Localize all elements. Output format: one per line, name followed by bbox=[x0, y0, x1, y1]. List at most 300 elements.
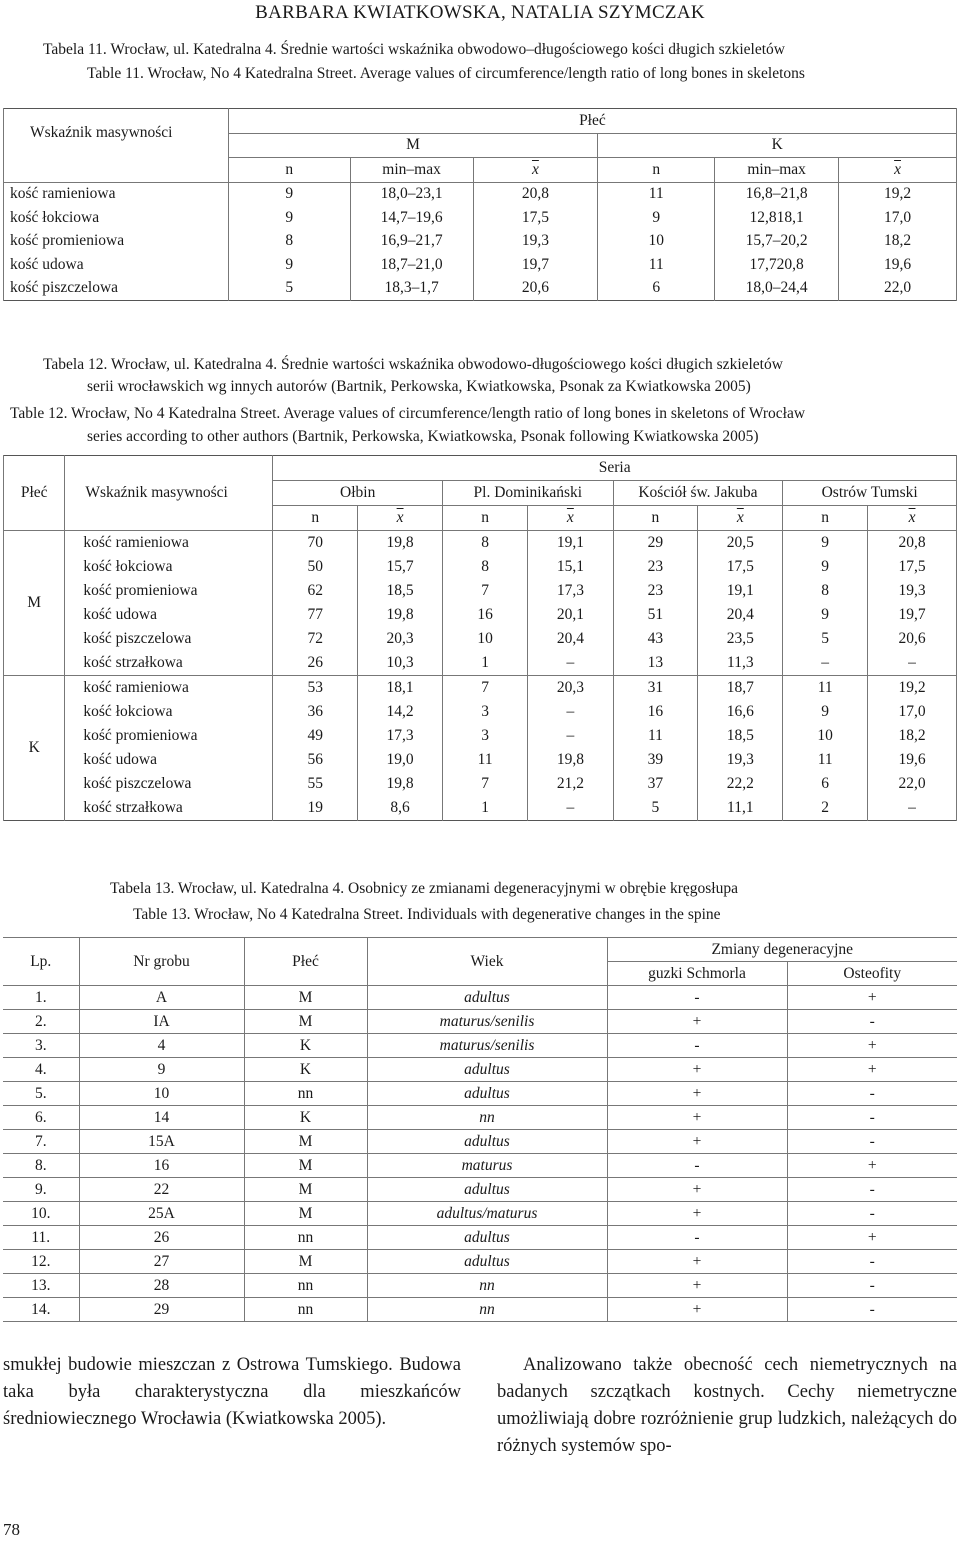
table-row bbox=[4, 748, 957, 772]
table-cell: K bbox=[244, 1034, 367, 1058]
table-cell: 28 bbox=[79, 1274, 244, 1298]
table-cell: - bbox=[787, 1250, 957, 1274]
table-cell: 2 bbox=[783, 796, 868, 821]
table-cell: nn bbox=[367, 1106, 607, 1130]
table-cell: 17,5 bbox=[698, 555, 783, 579]
table-cell: nn bbox=[244, 1226, 367, 1250]
table-cell: 1 bbox=[443, 796, 528, 821]
table-cell: - bbox=[787, 1082, 957, 1106]
table-cell: M bbox=[244, 1178, 367, 1202]
table-cell: 10. bbox=[3, 1202, 79, 1226]
table-cell: 18,5 bbox=[698, 724, 783, 748]
row-label: kość strzałkowa bbox=[65, 651, 273, 676]
table-cell: + bbox=[607, 1082, 787, 1106]
table-cell: 19,3 bbox=[473, 230, 598, 254]
row-label: kość ramieniowa bbox=[65, 676, 273, 701]
table-cell: 3. bbox=[3, 1034, 79, 1058]
table-cell: 20,3 bbox=[528, 676, 613, 701]
table-cell: 11 bbox=[783, 748, 868, 772]
table-cell: 11 bbox=[598, 182, 715, 206]
table-row bbox=[4, 531, 957, 556]
table-cell: 5 bbox=[783, 627, 868, 651]
table-cell: 20,8 bbox=[868, 531, 957, 556]
table-cell: + bbox=[607, 1250, 787, 1274]
table-cell: 17,3 bbox=[528, 579, 613, 603]
row-label: kość łokciowa bbox=[4, 206, 229, 230]
t11-header-n-m: n bbox=[228, 158, 350, 183]
table-cell: – bbox=[528, 796, 613, 821]
t12-h-x: $\overline{x}$ bbox=[698, 506, 783, 531]
table-cell: 16 bbox=[79, 1154, 244, 1178]
table-row bbox=[4, 796, 957, 821]
row-label: kość promieniowa bbox=[65, 579, 273, 603]
table-cell: + bbox=[787, 1058, 957, 1082]
table-row bbox=[4, 182, 957, 206]
table-row bbox=[4, 724, 957, 748]
table-cell: 7 bbox=[443, 676, 528, 701]
table-cell: M bbox=[244, 1010, 367, 1034]
table-cell: 15,1 bbox=[528, 555, 613, 579]
table-row bbox=[4, 230, 957, 254]
table-cell: 17,3 bbox=[358, 724, 443, 748]
table-cell: 9 bbox=[598, 206, 715, 230]
t11-header-x-k: $\overline{x}$ bbox=[839, 158, 957, 183]
table-cell: 15,7–20,2 bbox=[715, 230, 839, 254]
table-row bbox=[3, 1226, 957, 1250]
table-row bbox=[3, 1058, 957, 1082]
table-row bbox=[4, 253, 957, 277]
table-cell: – bbox=[528, 700, 613, 724]
table-cell: 8. bbox=[3, 1154, 79, 1178]
t12-header-pl: Pl. Dominikański bbox=[443, 481, 613, 506]
table-cell: 23 bbox=[613, 579, 698, 603]
table-row bbox=[4, 579, 957, 603]
table-row bbox=[4, 651, 957, 676]
table-cell: 19,1 bbox=[528, 531, 613, 556]
row-label: kość piszczelowa bbox=[65, 772, 273, 796]
table-cell: 9 bbox=[228, 206, 350, 230]
table-cell: 8 bbox=[443, 531, 528, 556]
table-cell: + bbox=[787, 1226, 957, 1250]
table-cell: 22,0 bbox=[868, 772, 957, 796]
table-cell: IA bbox=[79, 1010, 244, 1034]
t11-header-empty bbox=[4, 158, 229, 183]
table-cell: – bbox=[528, 651, 613, 676]
table-cell: + bbox=[787, 1154, 957, 1178]
table-cell: 19,3 bbox=[698, 748, 783, 772]
body-text-left: smukłej budowie mieszczan z Ostrowa Tumskiego. Budowa taka była charakterystyczna dla mieszkańców średniowiecznego Wrocławia (Kwiatkowska 2005). bbox=[3, 1355, 461, 1429]
table-cell: 17,720,8 bbox=[715, 253, 839, 277]
table-cell: 9 bbox=[783, 555, 868, 579]
table-cell: 9 bbox=[228, 253, 350, 277]
table-cell: 9. bbox=[3, 1178, 79, 1202]
table-cell: adultus bbox=[367, 1058, 607, 1082]
t12-header-series: Seria bbox=[273, 456, 957, 481]
table-cell: 8 bbox=[443, 555, 528, 579]
table-cell: 16,6 bbox=[698, 700, 783, 724]
row-label: kość ramieniowa bbox=[4, 182, 229, 206]
table-cell: - bbox=[787, 1202, 957, 1226]
table-cell: 11 bbox=[783, 676, 868, 701]
row-label: kość udowa bbox=[4, 253, 229, 277]
table-cell: 19,3 bbox=[868, 579, 957, 603]
table-cell: 16 bbox=[613, 700, 698, 724]
table-cell: 14 bbox=[79, 1106, 244, 1130]
table-cell: nn bbox=[367, 1298, 607, 1322]
table-cell: 9 bbox=[783, 603, 868, 627]
table-cell: 31 bbox=[613, 676, 698, 701]
table-cell: + bbox=[607, 1010, 787, 1034]
table-cell: 19,8 bbox=[358, 603, 443, 627]
table-cell: 6 bbox=[598, 277, 715, 301]
table-cell: 9 bbox=[783, 700, 868, 724]
table-13 bbox=[3, 937, 957, 1322]
table-row bbox=[3, 1154, 957, 1178]
body-text-right: Analizowano także obecność cech niemetrycznych na badanych szczątkach kostnych. Cechy niemetryczne umożliwiają dobre rozróżnienie grup ludzkich, należących do różnych systemów spo- bbox=[497, 1355, 957, 1456]
table-cell: 37 bbox=[613, 772, 698, 796]
table-cell: 15A bbox=[79, 1130, 244, 1154]
table-cell: 9 bbox=[228, 182, 350, 206]
table-cell: 18,2 bbox=[839, 230, 957, 254]
table-cell: 23 bbox=[613, 555, 698, 579]
table-cell: 29 bbox=[79, 1298, 244, 1322]
table-cell: 49 bbox=[273, 724, 358, 748]
table-cell: M bbox=[244, 1130, 367, 1154]
t13-header-age: Wiek bbox=[367, 938, 607, 986]
t13-header-lp: Lp. bbox=[3, 938, 79, 986]
table-row bbox=[3, 1250, 957, 1274]
table-cell: nn bbox=[244, 1082, 367, 1106]
table-cell: 19,8 bbox=[358, 531, 443, 556]
table-cell: 56 bbox=[273, 748, 358, 772]
table-cell: adultus bbox=[367, 1130, 607, 1154]
row-label: kość strzałkowa bbox=[65, 796, 273, 821]
group-m: M bbox=[4, 531, 65, 676]
table-cell: - bbox=[787, 1298, 957, 1322]
t11-header-x-m: $\overline{x}$ bbox=[473, 158, 598, 183]
table-cell: adultus bbox=[367, 1250, 607, 1274]
t12-h-n: n bbox=[613, 506, 698, 531]
table-cell: M bbox=[244, 986, 367, 1010]
table-cell: 19,8 bbox=[358, 772, 443, 796]
table-row bbox=[4, 277, 957, 301]
t12-header-olbin: Ołbin bbox=[273, 481, 443, 506]
table-cell: 9 bbox=[783, 531, 868, 556]
table-cell: 11,3 bbox=[698, 651, 783, 676]
t12-h-x: $\overline{x}$ bbox=[528, 506, 613, 531]
table-cell: 7 bbox=[443, 772, 528, 796]
table-cell: 19,2 bbox=[868, 676, 957, 701]
t11-header-k: K bbox=[598, 133, 957, 158]
table-cell: 25A bbox=[79, 1202, 244, 1226]
table-cell: 19,2 bbox=[839, 182, 957, 206]
table-cell: + bbox=[607, 1130, 787, 1154]
table-cell: 29 bbox=[613, 531, 698, 556]
t13-header-changes: Zmiany degeneracyjne bbox=[607, 938, 957, 962]
table-cell: – bbox=[868, 651, 957, 676]
table-cell: - bbox=[607, 986, 787, 1010]
table-cell: + bbox=[607, 1202, 787, 1226]
table-cell: 14,7–19,6 bbox=[350, 206, 473, 230]
table-cell: 20,6 bbox=[868, 627, 957, 651]
table-cell: 6. bbox=[3, 1106, 79, 1130]
table-cell: - bbox=[607, 1154, 787, 1178]
table-cell: 6 bbox=[783, 772, 868, 796]
table-cell: 16,9–21,7 bbox=[350, 230, 473, 254]
table-cell: - bbox=[607, 1226, 787, 1250]
table-cell: 11. bbox=[3, 1226, 79, 1250]
table-cell: 53 bbox=[273, 676, 358, 701]
table-cell: 17,0 bbox=[839, 206, 957, 230]
table-cell: - bbox=[787, 1130, 957, 1154]
table-cell: 17,5 bbox=[473, 206, 598, 230]
table-cell: 23,5 bbox=[698, 627, 783, 651]
table-cell: 39 bbox=[613, 748, 698, 772]
table-row bbox=[4, 700, 957, 724]
t13-header-osteo: Osteofity bbox=[787, 962, 957, 986]
table-cell: - bbox=[607, 1034, 787, 1058]
table-cell: 18,7–21,0 bbox=[350, 253, 473, 277]
row-label: kość łokciowa bbox=[65, 700, 273, 724]
t13-header-grave: Nr grobu bbox=[79, 938, 244, 986]
table-cell: 27 bbox=[79, 1250, 244, 1274]
t12-header-kosciol: Kościół św. Jakuba bbox=[613, 481, 783, 506]
table-cell: nn bbox=[244, 1274, 367, 1298]
table-cell: maturus/senilis bbox=[367, 1010, 607, 1034]
t11-header-index: Wskaźnik masywności bbox=[4, 109, 229, 158]
table-cell: 5 bbox=[228, 277, 350, 301]
table-12 bbox=[3, 455, 957, 821]
table-cell: 5 bbox=[613, 796, 698, 821]
table-cell: 19 bbox=[273, 796, 358, 821]
table-cell: 3 bbox=[443, 700, 528, 724]
table-row bbox=[3, 1178, 957, 1202]
table12-caption-pl-2: serii wrocławskich wg innych autorów (Bartnik, Perkowska, Kwiatkowska, Psonak za Kwiatkowska 2005) bbox=[87, 378, 751, 395]
table-cell: 19,7 bbox=[473, 253, 598, 277]
table-cell: 5. bbox=[3, 1082, 79, 1106]
table-cell: 19,6 bbox=[868, 748, 957, 772]
table-row bbox=[3, 1298, 957, 1322]
table-row bbox=[3, 1082, 957, 1106]
table-cell: nn bbox=[367, 1274, 607, 1298]
table-cell: 18,7 bbox=[698, 676, 783, 701]
table-row bbox=[4, 676, 957, 701]
t13-header-schmorl: guzki Schmorla bbox=[607, 962, 787, 986]
table-cell: 72 bbox=[273, 627, 358, 651]
table-cell: 18,0–23,1 bbox=[350, 182, 473, 206]
running-header: BARBARA KWIATKOWSKA, NATALIA SZYMCZAK bbox=[255, 2, 705, 23]
table-cell: 17,5 bbox=[868, 555, 957, 579]
table-row bbox=[3, 986, 957, 1010]
table-cell: K bbox=[244, 1058, 367, 1082]
t11-header-n-k: n bbox=[598, 158, 715, 183]
table-row bbox=[3, 1034, 957, 1058]
table-cell: 22,0 bbox=[839, 277, 957, 301]
table-cell: – bbox=[528, 724, 613, 748]
table-cell: 18,0–24,4 bbox=[715, 277, 839, 301]
table-row bbox=[3, 1010, 957, 1034]
table-row bbox=[4, 627, 957, 651]
row-label: kość piszczelowa bbox=[4, 277, 229, 301]
table-cell: 11 bbox=[598, 253, 715, 277]
table-cell: 13 bbox=[613, 651, 698, 676]
table-cell: 13. bbox=[3, 1274, 79, 1298]
table-cell: M bbox=[244, 1154, 367, 1178]
table-cell: 20,1 bbox=[528, 603, 613, 627]
table-cell: adultus bbox=[367, 1226, 607, 1250]
table-cell: + bbox=[787, 986, 957, 1010]
table-cell: 19,6 bbox=[839, 253, 957, 277]
table-cell: 11 bbox=[443, 748, 528, 772]
table-cell: - bbox=[787, 1274, 957, 1298]
table-row bbox=[3, 1274, 957, 1298]
table-cell: 21,2 bbox=[528, 772, 613, 796]
table-cell: maturus/senilis bbox=[367, 1034, 607, 1058]
group-k: K bbox=[4, 676, 65, 821]
table-cell: 14. bbox=[3, 1298, 79, 1322]
table-cell: 10 bbox=[783, 724, 868, 748]
table-cell: + bbox=[607, 1058, 787, 1082]
table-cell: + bbox=[607, 1298, 787, 1322]
table-cell: – bbox=[783, 651, 868, 676]
table-cell: maturus bbox=[367, 1154, 607, 1178]
t12-h-n: n bbox=[443, 506, 528, 531]
table-cell: adultus/maturus bbox=[367, 1202, 607, 1226]
table-cell: - bbox=[787, 1178, 957, 1202]
table-cell: M bbox=[244, 1202, 367, 1226]
t11-header-sex: Płeć bbox=[228, 109, 956, 134]
table-cell: 10,3 bbox=[358, 651, 443, 676]
table11-caption-pl: Tabela 11. Wrocław, ul. Katedralna 4. Średnie wartości wskaźnika obwodowo–długościowego kości długich szkieletów bbox=[43, 41, 785, 58]
t12-header-index: Wskaźnik masywności bbox=[65, 456, 273, 531]
row-label: kość piszczelowa bbox=[65, 627, 273, 651]
table-11 bbox=[3, 108, 957, 301]
table-cell: 50 bbox=[273, 555, 358, 579]
table-cell: 12,818,1 bbox=[715, 206, 839, 230]
table-row bbox=[4, 603, 957, 627]
table-cell: 20,4 bbox=[698, 603, 783, 627]
table-cell: 15,7 bbox=[358, 555, 443, 579]
table-cell: 11 bbox=[613, 724, 698, 748]
table-cell: 26 bbox=[273, 651, 358, 676]
table-cell: 19,8 bbox=[528, 748, 613, 772]
row-label: kość ramieniowa bbox=[65, 531, 273, 556]
table-cell: nn bbox=[244, 1298, 367, 1322]
table13-caption-pl: Tabela 13. Wrocław, ul. Katedralna 4. Osobnicy ze zmianami degeneracyjnymi w obrębie kręgosłupa bbox=[110, 880, 738, 897]
table-cell: 19,7 bbox=[868, 603, 957, 627]
row-label: kość łokciowa bbox=[65, 555, 273, 579]
table-cell: 20,3 bbox=[358, 627, 443, 651]
t12-h-n: n bbox=[783, 506, 868, 531]
table-cell: 18,2 bbox=[868, 724, 957, 748]
table13-caption-en: Table 13. Wrocław, No 4 Katedralna Street. Individuals with degenerative changes in the spine bbox=[133, 906, 721, 923]
t12-header-sex: Płeć bbox=[4, 456, 65, 531]
t12-h-x: $\overline{x}$ bbox=[868, 506, 957, 531]
table-cell: 14,2 bbox=[358, 700, 443, 724]
row-label: kość promieniowa bbox=[4, 230, 229, 254]
table-cell: 10 bbox=[79, 1082, 244, 1106]
table-cell: 26 bbox=[79, 1226, 244, 1250]
table-cell: 8 bbox=[228, 230, 350, 254]
table-cell: adultus bbox=[367, 1178, 607, 1202]
table-cell: 8 bbox=[783, 579, 868, 603]
table-row bbox=[3, 1130, 957, 1154]
t11-header-minmax-m: min–max bbox=[350, 158, 473, 183]
table-cell: 17,0 bbox=[868, 700, 957, 724]
table12-caption-en-1: Table 12. Wrocław, No 4 Katedralna Street. Average values of circumference/length ratio of long bones in skeletons of Wrocław bbox=[10, 405, 806, 422]
t11-header-m: M bbox=[228, 133, 598, 158]
table-cell: 7 bbox=[443, 579, 528, 603]
t12-header-ostrow: Ostrów Tumski bbox=[783, 481, 957, 506]
table-cell: 1. bbox=[3, 986, 79, 1010]
table-cell: 2. bbox=[3, 1010, 79, 1034]
table-cell: 20,6 bbox=[473, 277, 598, 301]
table-cell: 20,5 bbox=[698, 531, 783, 556]
row-label: kość udowa bbox=[65, 748, 273, 772]
table-row bbox=[3, 1202, 957, 1226]
table-cell: + bbox=[607, 1178, 787, 1202]
table-cell: 19,1 bbox=[698, 579, 783, 603]
table-cell: adultus bbox=[367, 986, 607, 1010]
row-label: kość udowa bbox=[65, 603, 273, 627]
table-cell: K bbox=[244, 1106, 367, 1130]
table-cell: 10 bbox=[443, 627, 528, 651]
table-cell: M bbox=[244, 1250, 367, 1274]
t11-header-minmax-k: min–max bbox=[715, 158, 839, 183]
table-row bbox=[4, 555, 957, 579]
table12-caption-en-2: series according to other authors (Bartnik, Perkowska, Kwiatkowska, Psonak following Kwiatkowska 2005) bbox=[87, 428, 759, 445]
table-cell: 16,8–21,8 bbox=[715, 182, 839, 206]
table-cell: 4. bbox=[3, 1058, 79, 1082]
table-cell: 8,6 bbox=[358, 796, 443, 821]
table-cell: 22,2 bbox=[698, 772, 783, 796]
table-cell: 55 bbox=[273, 772, 358, 796]
table-cell: 18,3–1,7 bbox=[350, 277, 473, 301]
table-cell: 7. bbox=[3, 1130, 79, 1154]
t12-h-n: n bbox=[273, 506, 358, 531]
table-row bbox=[4, 772, 957, 796]
table-cell: A bbox=[79, 986, 244, 1010]
table-cell: 10 bbox=[598, 230, 715, 254]
table-cell: 36 bbox=[273, 700, 358, 724]
row-label: kość promieniowa bbox=[65, 724, 273, 748]
table-cell: – bbox=[868, 796, 957, 821]
table-cell: adultus bbox=[367, 1082, 607, 1106]
table-cell: - bbox=[787, 1010, 957, 1034]
table-cell: + bbox=[607, 1106, 787, 1130]
table-cell: 4 bbox=[79, 1034, 244, 1058]
table-cell: 1 bbox=[443, 651, 528, 676]
table-cell: 12. bbox=[3, 1250, 79, 1274]
table-cell: 70 bbox=[273, 531, 358, 556]
table-cell: - bbox=[787, 1106, 957, 1130]
table-cell: 22 bbox=[79, 1178, 244, 1202]
table12-caption-pl-1: Tabela 12. Wrocław, ul. Katedralna 4. Średnie wartości wskaźnika obwodowo-długościowego kości długich szkieletów bbox=[43, 356, 783, 373]
table-cell: 19,0 bbox=[358, 748, 443, 772]
table-cell: + bbox=[607, 1274, 787, 1298]
table-cell: 11,1 bbox=[698, 796, 783, 821]
table-row bbox=[3, 1106, 957, 1130]
t12-h-x: $\overline{x}$ bbox=[358, 506, 443, 531]
table-cell: 62 bbox=[273, 579, 358, 603]
t13-header-sex: Płeć bbox=[244, 938, 367, 986]
table-cell: 51 bbox=[613, 603, 698, 627]
table-cell: 18,5 bbox=[358, 579, 443, 603]
table-cell: 43 bbox=[613, 627, 698, 651]
table-cell: 3 bbox=[443, 724, 528, 748]
table11-caption-en: Table 11. Wrocław, No 4 Katedralna Street. Average values of circumference/length ratio of long bones in skeletons bbox=[87, 65, 805, 82]
table-cell: 20,8 bbox=[473, 182, 598, 206]
